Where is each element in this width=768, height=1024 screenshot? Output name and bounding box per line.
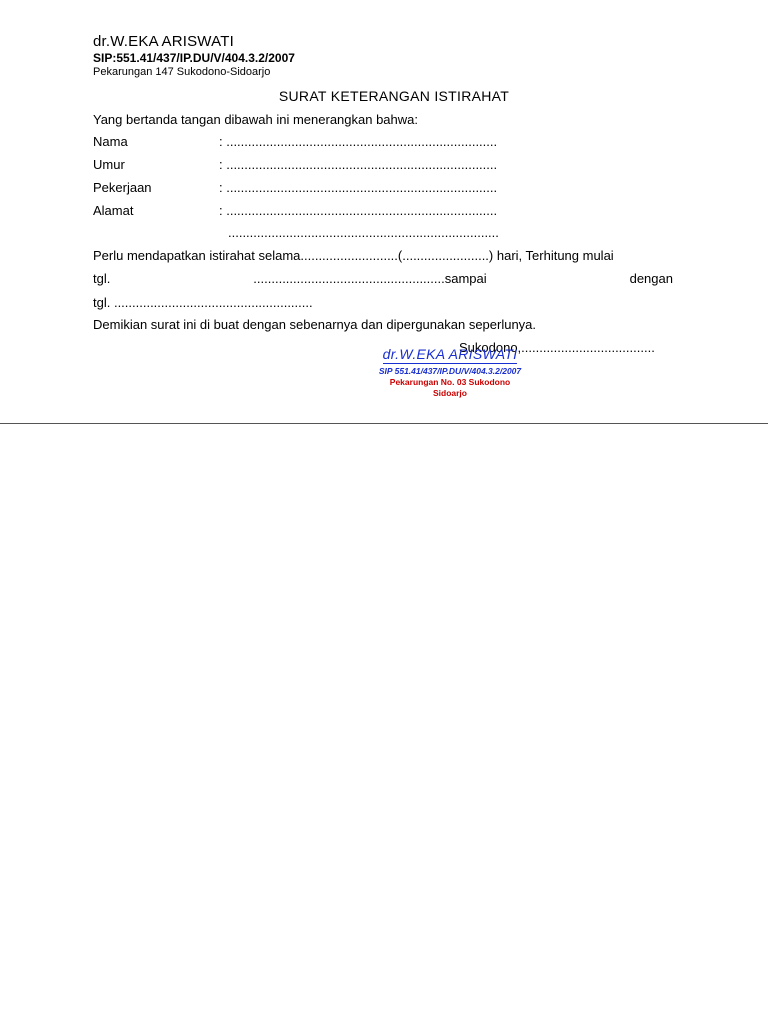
end-date-line: tgl. ....................................................... [93,295,313,310]
page-divider [0,423,768,424]
field-label-alamat: Alamat [93,203,134,218]
rest-period-line: Perlu mendapatkan istirahat selama...........................(........................) hari, Terhitung mulai [93,248,614,263]
start-date-label: tgl. [93,271,111,286]
field-label-nama: Nama [93,134,128,149]
stamp-sip-number: SIP 551.41/437/IP.DU/V/404.3.2/2007 [378,366,522,376]
field-label-umur: Umur [93,157,125,172]
document-title: SURAT KETERANGAN ISTIRAHAT [278,88,510,104]
start-date-line [93,271,673,286]
until-word: dengan [629,271,673,286]
place-date-line: Sukodono,..................................... [459,340,655,355]
sip-number: SIP:551.41/437/IP.DU/V/404.3.2/2007 [93,51,295,65]
practice-address: Pekarungan 147 Sukodono-Sidoarjo [93,66,271,78]
stamp-doctor-name: dr.W.EKA ARISWATI [382,346,518,362]
address-continuation: ........................................................................... [228,225,499,240]
field-value-alamat: : ........................................................................... [219,203,498,218]
stamp-city: Sidoarjo [432,388,467,398]
field-value-nama: : ........................................................................... [219,134,498,149]
closing-statement: Demikian surat ini di buat dengan sebenarnya dan dipergunakan seperlunya. [93,317,537,332]
doctor-name: dr.W.EKA ARISWATI [93,33,234,50]
field-value-pekerjaan: : ........................................................................... [219,180,498,195]
doctor-stamp [360,346,540,399]
intro-text: Yang bertanda tangan dibawah ini menerangkan bahwa: [93,112,418,127]
stamp-address: Pekarungan No. 03 Sukodono [389,377,511,387]
field-value-umur: : ........................................................................... [219,157,498,172]
field-label-pekerjaan: Pekerjaan [93,180,152,195]
start-date-blank: .....................................................sampai [253,271,487,286]
